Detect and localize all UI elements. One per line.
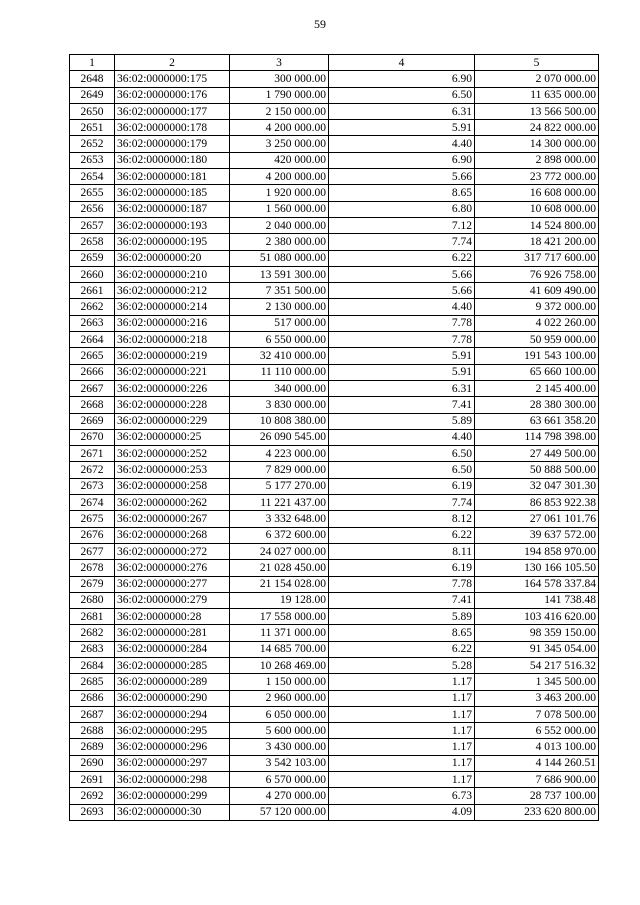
value-cell: 19 128.00 [230, 592, 329, 608]
rate-cell: 6.50 [329, 446, 475, 462]
table-row [70, 283, 599, 299]
total-cell: 6 552 000.00 [475, 723, 599, 739]
row-number-cell: 2668 [70, 397, 115, 413]
table-row [70, 609, 599, 625]
total-cell: 9 372 000.00 [475, 299, 599, 315]
rate-cell: 7.78 [329, 315, 475, 331]
value-cell: 300 000.00 [230, 71, 329, 87]
value-cell: 32 410 000.00 [230, 348, 329, 364]
table-row [70, 152, 599, 168]
rate-cell: 1.17 [329, 755, 475, 771]
value-cell: 24 027 000.00 [230, 543, 329, 559]
total-cell: 233 620 800.00 [475, 804, 599, 820]
table-row [70, 788, 599, 804]
total-cell: 191 543 100.00 [475, 348, 599, 364]
total-cell: 16 608 000.00 [475, 185, 599, 201]
rate-cell: 8.11 [329, 543, 475, 559]
rate-cell: 1.17 [329, 772, 475, 788]
row-number-cell: 2650 [70, 103, 115, 119]
column-header-5: 5 [475, 55, 599, 71]
cadastral-number-cell: 36:02:0000000:267 [115, 511, 230, 527]
table-row [70, 332, 599, 348]
table-row [70, 511, 599, 527]
cadastral-number-cell: 36:02:0000000:272 [115, 543, 230, 559]
value-cell: 2 150 000.00 [230, 103, 329, 119]
rate-cell: 6.31 [329, 380, 475, 396]
cadastral-number-cell: 36:02:0000000:299 [115, 788, 230, 804]
value-cell: 2 380 000.00 [230, 234, 329, 250]
total-cell: 7 686 900.00 [475, 772, 599, 788]
cadastral-number-cell: 36:02:0000000:214 [115, 299, 230, 315]
rate-cell: 6.50 [329, 462, 475, 478]
column-header-4: 4 [329, 55, 475, 71]
value-cell: 7 829 000.00 [230, 462, 329, 478]
row-number-cell: 2678 [70, 560, 115, 576]
row-number-cell: 2674 [70, 495, 115, 511]
total-cell: 76 926 758.00 [475, 266, 599, 282]
table-body [70, 71, 599, 821]
total-cell: 7 078 500.00 [475, 706, 599, 722]
value-cell: 10 268 469.00 [230, 657, 329, 673]
table-row [70, 543, 599, 559]
table-row [70, 266, 599, 282]
row-number-cell: 2673 [70, 478, 115, 494]
value-cell: 3 332 648.00 [230, 511, 329, 527]
total-cell: 11 635 000.00 [475, 87, 599, 103]
rate-cell: 4.40 [329, 429, 475, 445]
table-row [70, 380, 599, 396]
rate-cell: 5.89 [329, 609, 475, 625]
row-number-cell: 2670 [70, 429, 115, 445]
total-cell: 10 608 000.00 [475, 201, 599, 217]
row-number-cell: 2663 [70, 315, 115, 331]
table-row [70, 250, 599, 266]
rate-cell: 6.73 [329, 788, 475, 804]
cadastral-number-cell: 36:02:0000000:179 [115, 136, 230, 152]
total-cell: 27 061 101.76 [475, 511, 599, 527]
table-row [70, 804, 599, 820]
rate-cell: 6.19 [329, 478, 475, 494]
cadastral-number-cell: 36:02:0000000:226 [115, 380, 230, 396]
column-header-2: 2 [115, 55, 230, 71]
total-cell: 54 217 516.32 [475, 657, 599, 673]
value-cell: 4 223 000.00 [230, 446, 329, 462]
row-number-cell: 2680 [70, 592, 115, 608]
table-row [70, 299, 599, 315]
cadastral-number-cell: 36:02:0000000:290 [115, 690, 230, 706]
row-number-cell: 2649 [70, 87, 115, 103]
column-header-3: 3 [230, 55, 329, 71]
row-number-cell: 2654 [70, 169, 115, 185]
total-cell: 141 738.48 [475, 592, 599, 608]
table-row [70, 87, 599, 103]
cadastral-number-cell: 36:02:0000000:219 [115, 348, 230, 364]
total-cell: 65 660 100.00 [475, 364, 599, 380]
cadastral-number-cell: 36:02:0000000:25 [115, 429, 230, 445]
row-number-cell: 2682 [70, 625, 115, 641]
row-number-cell: 2681 [70, 609, 115, 625]
cadastral-number-cell: 36:02:0000000:276 [115, 560, 230, 576]
value-cell: 1 150 000.00 [230, 674, 329, 690]
rate-cell: 5.66 [329, 169, 475, 185]
total-cell: 3 463 200.00 [475, 690, 599, 706]
page-number: 59 [314, 17, 326, 31]
total-cell: 13 566 500.00 [475, 103, 599, 119]
cadastral-number-cell: 36:02:0000000:180 [115, 152, 230, 168]
row-number-cell: 2669 [70, 413, 115, 429]
value-cell: 2 040 000.00 [230, 217, 329, 233]
total-cell: 63 661 358.20 [475, 413, 599, 429]
value-cell: 10 808 380.00 [230, 413, 329, 429]
value-cell: 21 028 450.00 [230, 560, 329, 576]
cadastral-number-cell: 36:02:0000000:210 [115, 266, 230, 282]
row-number-cell: 2677 [70, 543, 115, 559]
table-row [70, 234, 599, 250]
table-row [70, 120, 599, 136]
table-row [70, 576, 599, 592]
total-cell: 2 070 000.00 [475, 71, 599, 87]
value-cell: 5 177 270.00 [230, 478, 329, 494]
row-number-cell: 2648 [70, 71, 115, 87]
rate-cell: 7.74 [329, 495, 475, 511]
cadastral-number-cell: 36:02:0000000:268 [115, 527, 230, 543]
table-row [70, 462, 599, 478]
total-cell: 2 145 400.00 [475, 380, 599, 396]
value-cell: 3 250 000.00 [230, 136, 329, 152]
row-number-cell: 2659 [70, 250, 115, 266]
table-row [70, 478, 599, 494]
total-cell: 18 421 200.00 [475, 234, 599, 250]
rate-cell: 5.28 [329, 657, 475, 673]
row-number-cell: 2671 [70, 446, 115, 462]
table-row [70, 527, 599, 543]
table-row [70, 429, 599, 445]
value-cell: 11 110 000.00 [230, 364, 329, 380]
total-cell: 23 772 000.00 [475, 169, 599, 185]
row-number-cell: 2686 [70, 690, 115, 706]
value-cell: 13 591 300.00 [230, 266, 329, 282]
value-cell: 6 050 000.00 [230, 706, 329, 722]
rate-cell: 6.90 [329, 152, 475, 168]
total-cell: 91 345 054.00 [475, 641, 599, 657]
cadastral-number-cell: 36:02:0000000:193 [115, 217, 230, 233]
row-number-cell: 2691 [70, 772, 115, 788]
row-number-cell: 2679 [70, 576, 115, 592]
value-cell: 57 120 000.00 [230, 804, 329, 820]
rate-cell: 6.22 [329, 250, 475, 266]
table-row [70, 625, 599, 641]
rate-cell: 1.17 [329, 723, 475, 739]
rate-cell: 7.74 [329, 234, 475, 250]
rate-cell: 7.12 [329, 217, 475, 233]
table-header [70, 55, 599, 71]
total-cell: 14 300 000.00 [475, 136, 599, 152]
row-number-cell: 2657 [70, 217, 115, 233]
row-number-cell: 2660 [70, 266, 115, 282]
row-number-cell: 2690 [70, 755, 115, 771]
value-cell: 4 200 000.00 [230, 120, 329, 136]
cadastral-number-cell: 36:02:0000000:294 [115, 706, 230, 722]
total-cell: 103 416 620.00 [475, 609, 599, 625]
cadastral-number-cell: 36:02:0000000:187 [115, 201, 230, 217]
total-cell: 41 609 490.00 [475, 283, 599, 299]
row-number-cell: 2651 [70, 120, 115, 136]
total-cell: 32 047 301.30 [475, 478, 599, 494]
row-number-cell: 2665 [70, 348, 115, 364]
cadastral-number-cell: 36:02:0000000:262 [115, 495, 230, 511]
cadastral-number-cell: 36:02:0000000:177 [115, 103, 230, 119]
cadastral-number-cell: 36:02:0000000:279 [115, 592, 230, 608]
value-cell: 5 600 000.00 [230, 723, 329, 739]
rate-cell: 8.65 [329, 625, 475, 641]
value-cell: 4 200 000.00 [230, 169, 329, 185]
row-number-cell: 2684 [70, 657, 115, 673]
table-row [70, 136, 599, 152]
rate-cell: 6.22 [329, 641, 475, 657]
rate-cell: 6.31 [329, 103, 475, 119]
value-cell: 4 270 000.00 [230, 788, 329, 804]
total-cell: 4 022 260.00 [475, 315, 599, 331]
rate-cell: 7.41 [329, 592, 475, 608]
row-number-cell: 2656 [70, 201, 115, 217]
cadastral-number-cell: 36:02:0000000:221 [115, 364, 230, 380]
table-row [70, 348, 599, 364]
cadastral-number-cell: 36:02:0000000:195 [115, 234, 230, 250]
value-cell: 420 000.00 [230, 152, 329, 168]
total-cell: 98 359 150.00 [475, 625, 599, 641]
total-cell: 4 144 260.51 [475, 755, 599, 771]
value-cell: 17 558 000.00 [230, 609, 329, 625]
cadastral-number-cell: 36:02:0000000:178 [115, 120, 230, 136]
rate-cell: 1.17 [329, 690, 475, 706]
rate-cell: 6.19 [329, 560, 475, 576]
total-cell: 317 717 600.00 [475, 250, 599, 266]
value-cell: 26 090 545.00 [230, 429, 329, 445]
rate-cell: 5.66 [329, 283, 475, 299]
table-row [70, 739, 599, 755]
cadastral-number-cell: 36:02:0000000:20 [115, 250, 230, 266]
cadastral-number-cell: 36:02:0000000:284 [115, 641, 230, 657]
cadastral-number-cell: 36:02:0000000:296 [115, 739, 230, 755]
cadastral-number-cell: 36:02:0000000:228 [115, 397, 230, 413]
cadastral-number-cell: 36:02:0000000:212 [115, 283, 230, 299]
rate-cell: 5.91 [329, 120, 475, 136]
rate-cell: 6.50 [329, 87, 475, 103]
value-cell: 1 560 000.00 [230, 201, 329, 217]
rate-cell: 6.90 [329, 71, 475, 87]
table-row [70, 169, 599, 185]
value-cell: 7 351 500.00 [230, 283, 329, 299]
rate-cell: 4.09 [329, 804, 475, 820]
table-row [70, 217, 599, 233]
rate-cell: 5.91 [329, 348, 475, 364]
cadastral-number-cell: 36:02:0000000:298 [115, 772, 230, 788]
row-number-cell: 2658 [70, 234, 115, 250]
row-number-cell: 2652 [70, 136, 115, 152]
value-cell: 3 542 103.00 [230, 755, 329, 771]
value-cell: 6 550 000.00 [230, 332, 329, 348]
row-number-cell: 2676 [70, 527, 115, 543]
table-row [70, 446, 599, 462]
total-cell: 50 959 000.00 [475, 332, 599, 348]
value-cell: 3 830 000.00 [230, 397, 329, 413]
value-cell: 3 430 000.00 [230, 739, 329, 755]
cadastral-number-cell: 36:02:0000000:185 [115, 185, 230, 201]
rate-cell: 7.41 [329, 397, 475, 413]
cadastral-number-cell: 36:02:0000000:229 [115, 413, 230, 429]
rate-cell: 4.40 [329, 136, 475, 152]
cadastral-number-cell: 36:02:0000000:218 [115, 332, 230, 348]
value-cell: 517 000.00 [230, 315, 329, 331]
row-number-cell: 2692 [70, 788, 115, 804]
row-number-cell: 2664 [70, 332, 115, 348]
total-cell: 27 449 500.00 [475, 446, 599, 462]
value-cell: 21 154 028.00 [230, 576, 329, 592]
cadastral-number-cell: 36:02:0000000:181 [115, 169, 230, 185]
rate-cell: 4.40 [329, 299, 475, 315]
row-number-cell: 2675 [70, 511, 115, 527]
table-row [70, 364, 599, 380]
cadastral-number-cell: 36:02:0000000:253 [115, 462, 230, 478]
rate-cell: 8.12 [329, 511, 475, 527]
header-row [70, 55, 599, 71]
row-number-cell: 2655 [70, 185, 115, 201]
cadastral-number-cell: 36:02:0000000:175 [115, 71, 230, 87]
row-number-cell: 2683 [70, 641, 115, 657]
total-cell: 14 524 800.00 [475, 217, 599, 233]
total-cell: 86 853 922.38 [475, 495, 599, 511]
table-row [70, 674, 599, 690]
cadastral-number-cell: 36:02:0000000:216 [115, 315, 230, 331]
total-cell: 130 166 105.50 [475, 560, 599, 576]
rate-cell: 1.17 [329, 674, 475, 690]
total-cell: 164 578 337.84 [475, 576, 599, 592]
cadastral-number-cell: 36:02:0000000:277 [115, 576, 230, 592]
cadastral-number-cell: 36:02:0000000:297 [115, 755, 230, 771]
data-table [69, 54, 599, 821]
value-cell: 51 080 000.00 [230, 250, 329, 266]
table-row [70, 185, 599, 201]
total-cell: 50 888 500.00 [475, 462, 599, 478]
rate-cell: 5.66 [329, 266, 475, 282]
row-number-cell: 2689 [70, 739, 115, 755]
table-row [70, 755, 599, 771]
row-number-cell: 2661 [70, 283, 115, 299]
total-cell: 24 822 000.00 [475, 120, 599, 136]
cadastral-number-cell: 36:02:0000000:176 [115, 87, 230, 103]
total-cell: 28 737 100.00 [475, 788, 599, 804]
cadastral-number-cell: 36:02:0000000:252 [115, 446, 230, 462]
total-cell: 39 637 572.00 [475, 527, 599, 543]
row-number-cell: 2666 [70, 364, 115, 380]
value-cell: 340 000.00 [230, 380, 329, 396]
cadastral-number-cell: 36:02:0000000:289 [115, 674, 230, 690]
cadastral-number-cell: 36:02:0000000:258 [115, 478, 230, 494]
value-cell: 11 221 437.00 [230, 495, 329, 511]
total-cell: 194 858 970.00 [475, 543, 599, 559]
cadastral-number-cell: 36:02:0000000:285 [115, 657, 230, 673]
table-row [70, 413, 599, 429]
row-number-cell: 2687 [70, 706, 115, 722]
rate-cell: 8.65 [329, 185, 475, 201]
cadastral-number-cell: 36:02:0000000:30 [115, 804, 230, 820]
table-row [70, 315, 599, 331]
rate-cell: 6.80 [329, 201, 475, 217]
cadastral-number-cell: 36:02:0000000:295 [115, 723, 230, 739]
value-cell: 6 570 000.00 [230, 772, 329, 788]
rate-cell: 1.17 [329, 706, 475, 722]
total-cell: 1 345 500.00 [475, 674, 599, 690]
column-header-1: 1 [70, 55, 115, 71]
row-number-cell: 2688 [70, 723, 115, 739]
row-number-cell: 2693 [70, 804, 115, 820]
rate-cell: 5.91 [329, 364, 475, 380]
table-row [70, 772, 599, 788]
table-row [70, 397, 599, 413]
rate-cell: 6.22 [329, 527, 475, 543]
value-cell: 1 920 000.00 [230, 185, 329, 201]
rate-cell: 5.89 [329, 413, 475, 429]
total-cell: 4 013 100.00 [475, 739, 599, 755]
total-cell: 114 798 398.00 [475, 429, 599, 445]
cadastral-number-cell: 36:02:0000000:281 [115, 625, 230, 641]
total-cell: 2 898 000.00 [475, 152, 599, 168]
row-number-cell: 2667 [70, 380, 115, 396]
table-row [70, 706, 599, 722]
row-number-cell: 2653 [70, 152, 115, 168]
row-number-cell: 2662 [70, 299, 115, 315]
cadastral-number-cell: 36:02:0000000:28 [115, 609, 230, 625]
value-cell: 6 372 600.00 [230, 527, 329, 543]
table-row [70, 657, 599, 673]
value-cell: 14 685 700.00 [230, 641, 329, 657]
table-row [70, 495, 599, 511]
total-cell: 28 380 300.00 [475, 397, 599, 413]
value-cell: 1 790 000.00 [230, 87, 329, 103]
table-row [70, 560, 599, 576]
row-number-cell: 2685 [70, 674, 115, 690]
rate-cell: 7.78 [329, 332, 475, 348]
table-row [70, 641, 599, 657]
table-row [70, 71, 599, 87]
table-row [70, 690, 599, 706]
value-cell: 11 371 000.00 [230, 625, 329, 641]
rate-cell: 1.17 [329, 739, 475, 755]
table-row [70, 103, 599, 119]
table-row [70, 201, 599, 217]
table-row [70, 592, 599, 608]
value-cell: 2 130 000.00 [230, 299, 329, 315]
row-number-cell: 2672 [70, 462, 115, 478]
value-cell: 2 960 000.00 [230, 690, 329, 706]
table-row [70, 723, 599, 739]
rate-cell: 7.78 [329, 576, 475, 592]
